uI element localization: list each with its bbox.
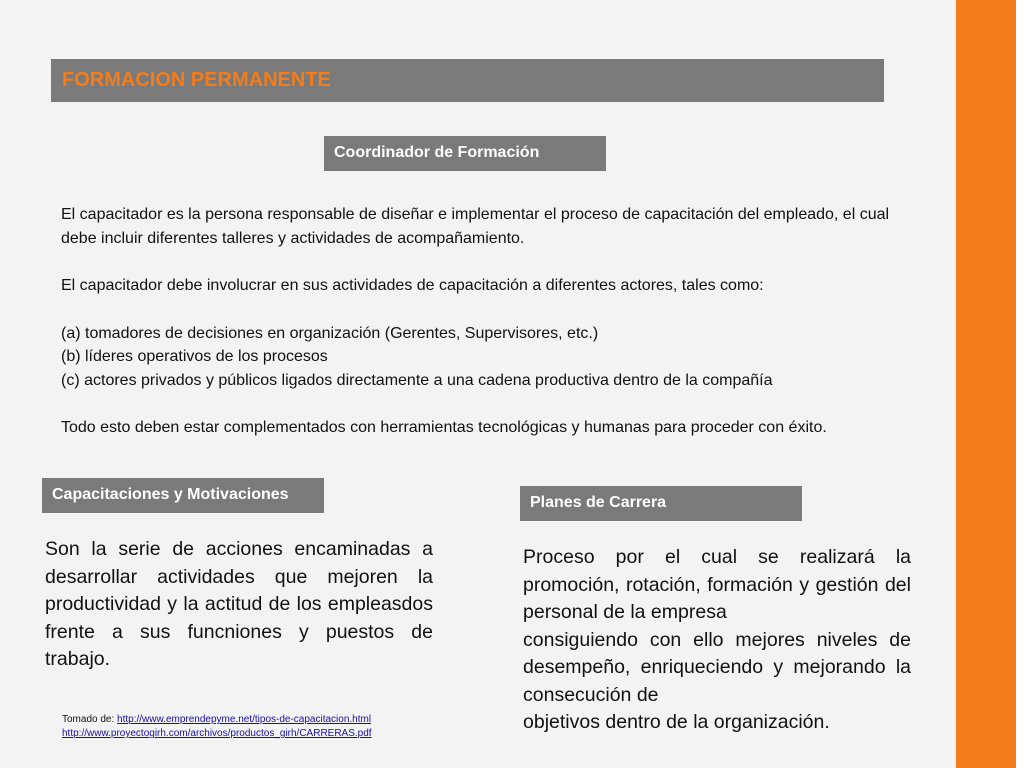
coordinator-item: (a) tomadores de decisiones en organización (Gerentes, Supervisores, etc.) — [61, 324, 599, 342]
source-note — [62, 713, 372, 741]
source-link-proyectogirh[interactable]: http://www.proyectogirh.com/archivos/productos_girh/CARRERAS.pdf — [62, 728, 372, 739]
coordinator-closing: Todo esto deben estar complementados con herramientas tecnológicas y humanas para proceder con éxito. — [61, 419, 827, 436]
page-title: FORMACION PERMANENTE — [62, 69, 331, 91]
planes-label: Planes de Carrera — [520, 486, 802, 521]
coordinator-text — [61, 203, 891, 440]
planes-line: consiguiendo con ello mejores niveles de desempeño, enriqueciendo y mejorando la consecución de — [523, 628, 911, 706]
coordinator-item: (b) líderes operativos de los procesos — [61, 348, 328, 365]
coordinator-paragraph: El capacitador debe involucrar en sus actividades de capacitación a diferentes actores, tales como: — [61, 277, 764, 294]
source-prefix: Tomado de: — [62, 714, 118, 725]
capacitaciones-text: Son la serie de acciones encaminadas a desarrollar actividades que mejoren la productividad y la actitud de los empleasdos frente a sus funcniones y puestos de trabajo. — [45, 538, 433, 670]
capacitaciones-text-block — [45, 536, 433, 674]
capacitaciones-label: Capacitaciones y Motivaciones — [42, 478, 324, 513]
coordinator-label: Coordinador de Formación — [324, 136, 606, 171]
sidebar-edge — [1016, 0, 1024, 768]
coordinator-item: (c) actores privados y públicos ligados directamente a una cadena productiva dentro de la compañía — [61, 371, 773, 389]
planes-text-block — [523, 544, 911, 737]
planes-line: Proceso por el cual se realizará la promoción, rotación, formación y gestión del personal de la empresa — [523, 546, 911, 623]
coordinator-paragraph: El capacitador es la persona responsable de diseñar e implementar el proceso de capacitación del empleado, el cual debe incluir diferentes talleres y actividades de acompañamiento. — [61, 206, 890, 247]
source-link-emprendepyme[interactable]: http://www.emprendepyme.net/tipos-de-capacitacion.html — [117, 714, 372, 725]
title-bar — [51, 59, 884, 102]
sidebar-accent-stripe — [956, 0, 1016, 768]
planes-line: objetivos dentro de la organización. — [523, 711, 830, 733]
